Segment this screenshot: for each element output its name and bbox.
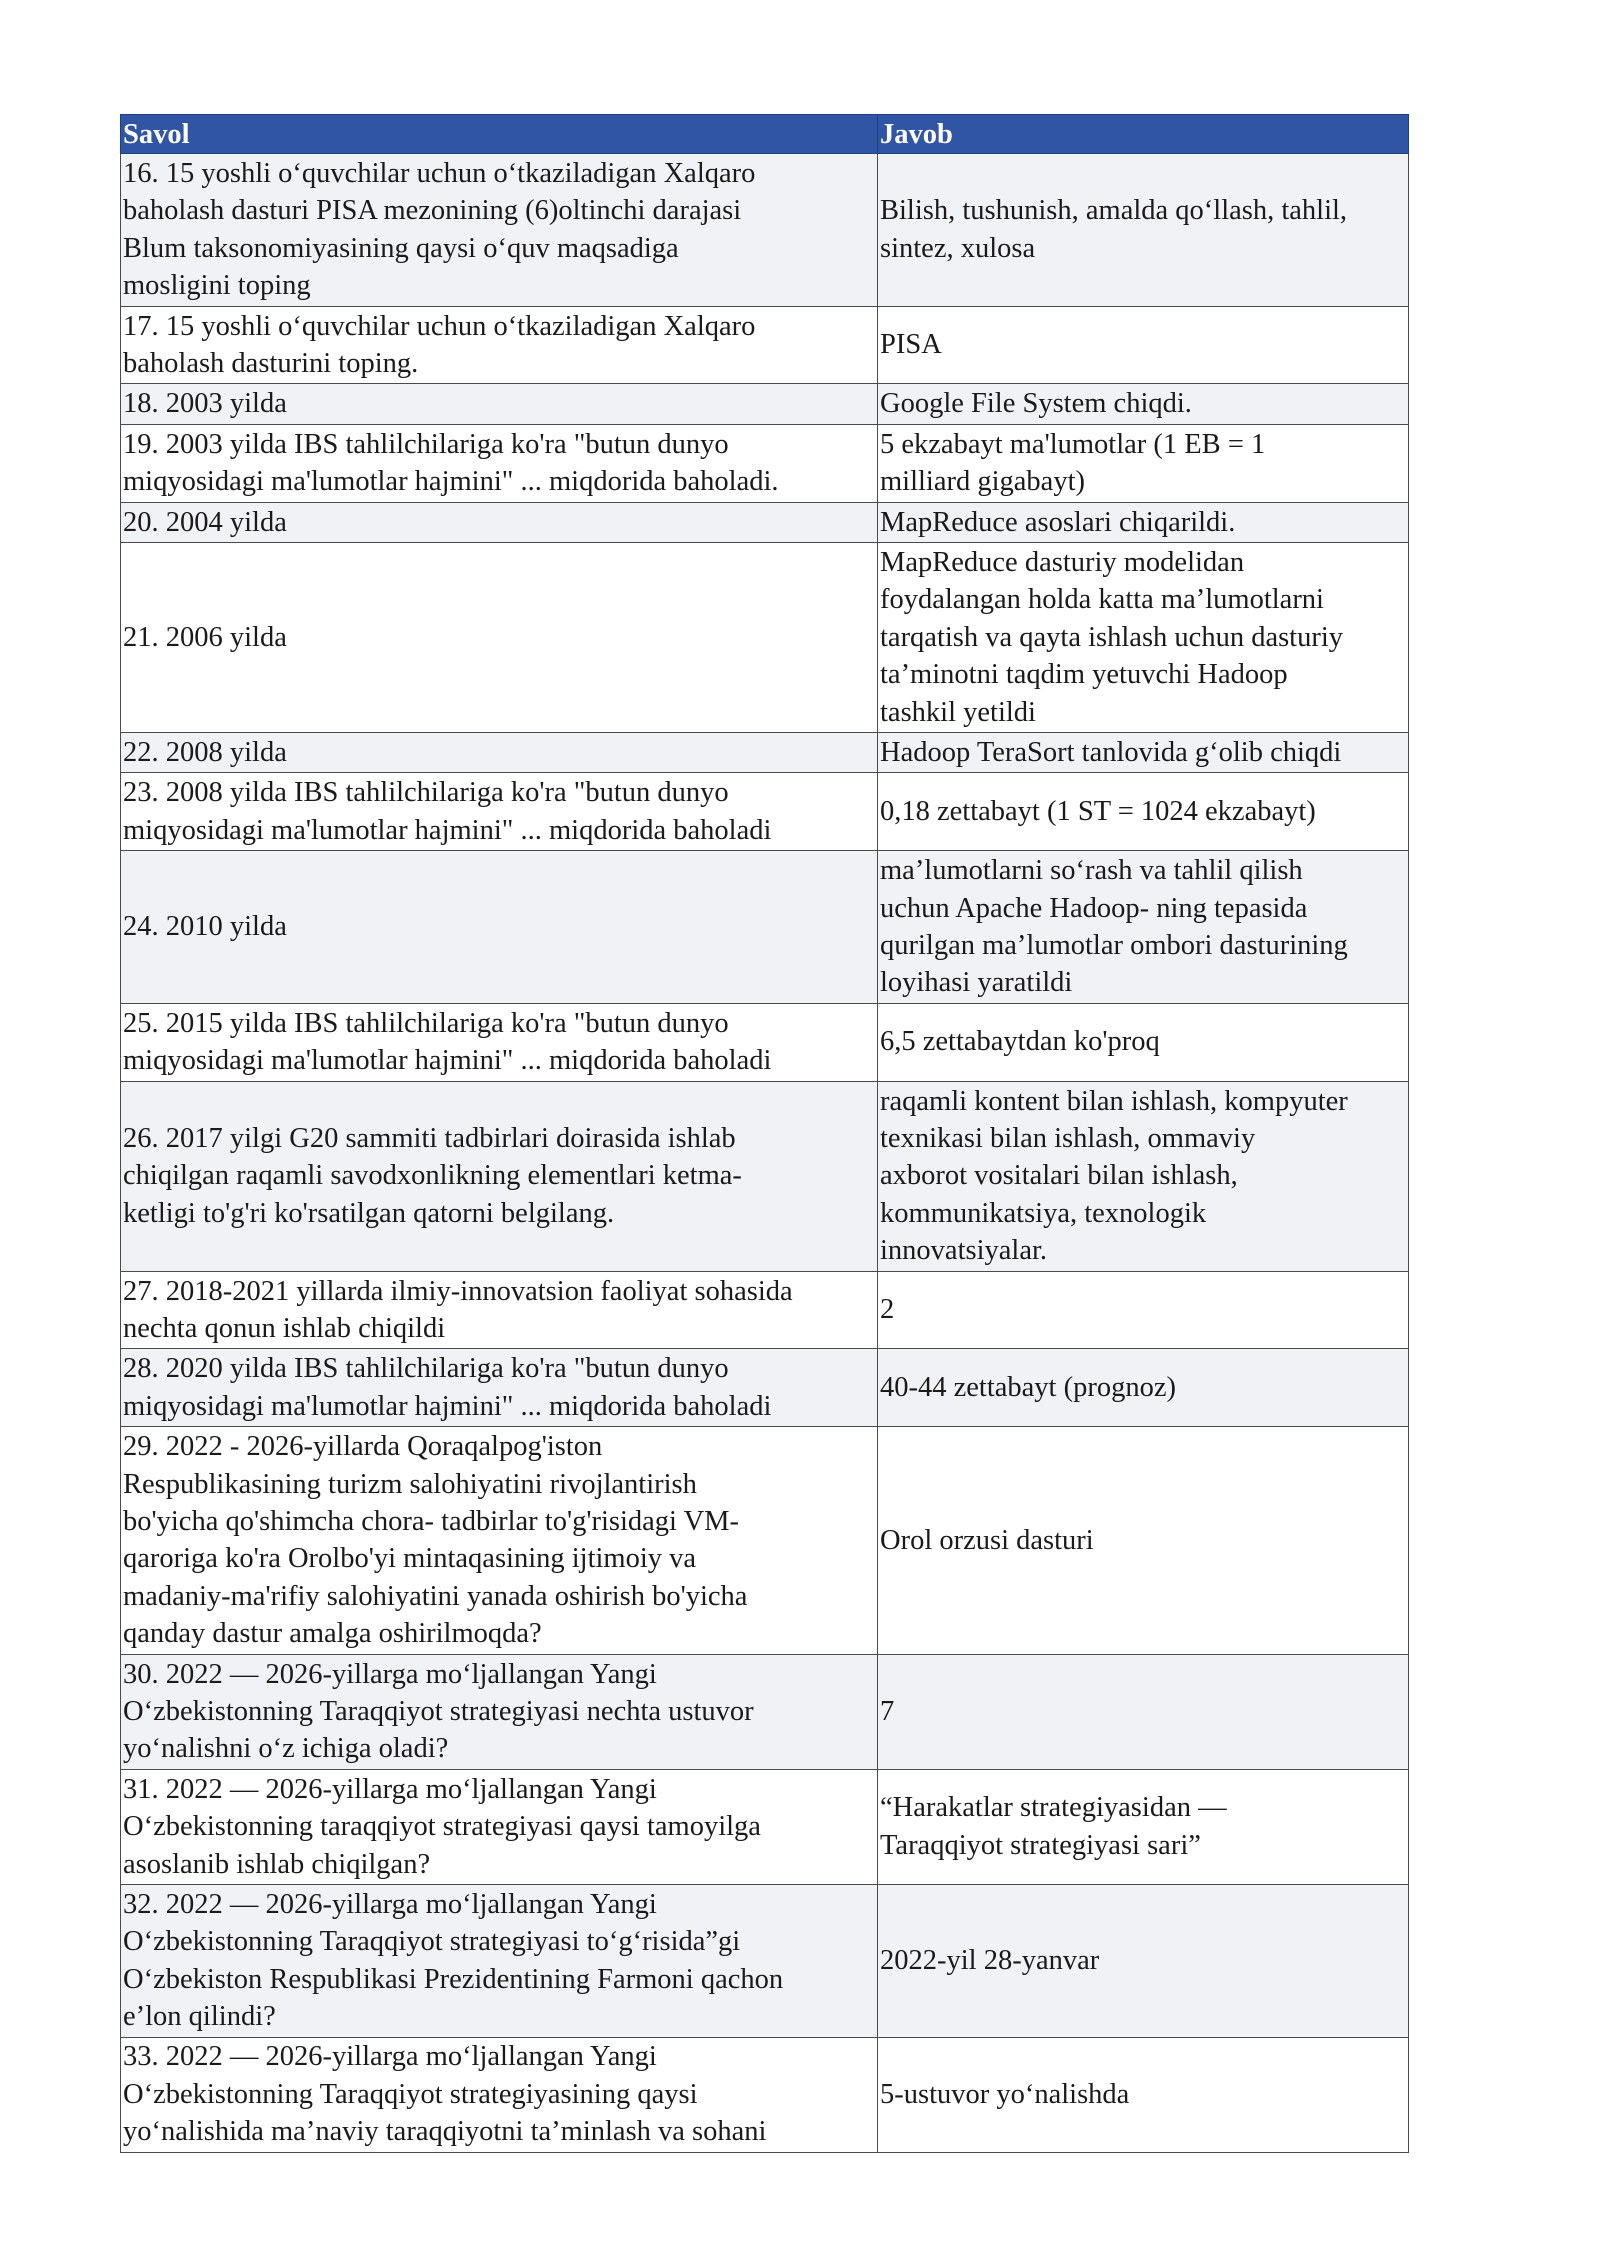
question-line: 32. 2022 — 2026-yillarga mo‘ljallangan Yangi	[123, 1888, 657, 1920]
answer-cell	[878, 1654, 1409, 1769]
question-cell	[121, 1654, 878, 1769]
table-row	[121, 306, 1409, 384]
question-line: 31. 2022 — 2026-yillarga mo‘ljallangan Yangi	[123, 1773, 657, 1805]
question-line: 26. 2017 yilgi G20 sammiti tadbirlari doirasida ishlab	[123, 1122, 736, 1154]
question-line: 20. 2004 yilda	[123, 506, 287, 538]
question-line: 24. 2010 yilda	[123, 911, 287, 943]
question-line: 19. 2003 yilda IBS tahlilchilariga ko'ra "butun dunyo	[123, 428, 729, 460]
table-row	[121, 773, 1409, 851]
question-cell	[121, 1081, 878, 1271]
table-row	[121, 851, 1409, 1004]
question-line: e’lon qilindi?	[123, 2001, 276, 2033]
answer-line: Taraqqiyot strategiyasi sari”	[880, 1829, 1201, 1861]
answer-line: qurilgan ma’lumotlar ombori dasturining	[880, 929, 1348, 961]
answer-cell	[878, 502, 1409, 542]
question-line: Respublikasining turizm salohiyatini rivojlantirish	[123, 1468, 697, 1500]
answer-line: “Harakatlar strategiyasidan —	[880, 1792, 1227, 1824]
table-row	[121, 502, 1409, 542]
answer-line: 5-ustuvor yo‘nalishda	[880, 2078, 1130, 2110]
question-line: mosligini toping	[123, 270, 311, 302]
question-cell	[121, 2037, 878, 2152]
table-row	[121, 1271, 1409, 1349]
question-line: madaniy-ma'rifiy salohiyatini yanada oshirish bo'yicha	[123, 1580, 748, 1612]
answer-line: tarqatish va qayta ishlash uchun dasturiy	[880, 621, 1344, 653]
answer-line: Google File System chiqdi.	[880, 388, 1192, 420]
answer-line: 2	[880, 1294, 895, 1326]
question-cell	[121, 424, 878, 502]
question-cell	[121, 154, 878, 307]
question-cell	[121, 1769, 878, 1884]
answer-line: 6,5 zettabaytdan ko'proq	[880, 1026, 1160, 1058]
table-row	[121, 424, 1409, 502]
question-line: ketligi to'g'ri ko'rsatilgan qatorni belgilang.	[123, 1197, 615, 1229]
answer-cell	[878, 1427, 1409, 1654]
answer-cell	[878, 306, 1409, 384]
question-line: O‘zbekistonning Taraqqiyot strategiyasining qaysi	[123, 2078, 698, 2110]
table-row	[121, 1081, 1409, 1271]
answer-line: PISA	[880, 329, 942, 361]
question-cell	[121, 1427, 878, 1654]
question-line: 28. 2020 yilda IBS tahlilchilariga ko'ra "butun dunyo	[123, 1353, 729, 1385]
answer-line: Bilish, tushunish, amalda qo‘llash, tahlil,	[880, 195, 1348, 227]
question-line: 18. 2003 yilda	[123, 388, 287, 420]
table-row	[121, 732, 1409, 772]
table-row	[121, 154, 1409, 307]
answer-line: ta’minotni taqdim yetuvchi Hadoop	[880, 659, 1288, 691]
answer-cell	[878, 1271, 1409, 1349]
table-row	[121, 1654, 1409, 1769]
question-line: 33. 2022 — 2026-yillarga mo‘ljallangan Yangi	[123, 2041, 657, 2073]
qa-table	[120, 114, 1409, 2153]
answer-line: ma’lumotlarni so‘rash va tahlil qilish	[880, 855, 1303, 887]
table-row	[121, 1349, 1409, 1427]
question-line: 29. 2022 - 2026-yillarda Qoraqalpog'iston	[123, 1431, 603, 1463]
question-line: 25. 2015 yilda IBS tahlilchilariga ko'ra "butun dunyo	[123, 1007, 729, 1039]
answer-line: tashkil yetildi	[880, 696, 1036, 728]
question-cell	[121, 732, 878, 772]
answer-cell	[878, 1884, 1409, 2037]
table-body	[121, 154, 1409, 2153]
answer-cell	[878, 1349, 1409, 1427]
answer-line: MapReduce asoslari chiqarildi.	[880, 506, 1236, 538]
answer-cell	[878, 732, 1409, 772]
question-line: O‘zbekiston Respublikasi Prezidentining Farmoni qachon	[123, 1963, 784, 1995]
answer-cell	[878, 851, 1409, 1004]
answer-line: raqamli kontent bilan ishlash, kompyuter	[880, 1085, 1348, 1117]
question-line: baholash dasturini toping.	[123, 347, 419, 379]
question-line: qaroriga ko'ra Orolbo'yi mintaqasining ijtimoiy va	[123, 1543, 697, 1575]
question-line: Blum taksonomiyasining qaysi o‘quv maqsadiga	[123, 232, 679, 264]
question-line: qanday dastur amalga oshirilmoqda?	[123, 1618, 542, 1650]
answer-line: 5 ekzabayt ma'lumotlar (1 EB = 1	[880, 428, 1266, 460]
table-row	[121, 384, 1409, 424]
answer-line: innovatsiyalar.	[880, 1235, 1048, 1267]
question-cell	[121, 502, 878, 542]
answer-line: 0,18 zettabayt (1 ST = 1024 ekzabayt)	[880, 796, 1316, 828]
answer-line: Hadoop TeraSort tanlovida g‘olib chiqdi	[880, 736, 1342, 768]
header-question: Savol	[121, 115, 878, 154]
question-line: 17. 15 yoshli o‘quvchilar uchun o‘tkaziladigan Xalqaro	[123, 310, 756, 342]
answer-line: Orol orzusi dasturi	[880, 1524, 1094, 1556]
question-cell	[121, 1271, 878, 1349]
question-line: 27. 2018-2021 yillarda ilmiy-innovatsion faoliyat sohasida	[123, 1275, 793, 1307]
question-cell	[121, 1349, 878, 1427]
answer-cell	[878, 384, 1409, 424]
answer-line: milliard gigabayt)	[880, 466, 1085, 498]
table-row	[121, 1003, 1409, 1081]
question-cell	[121, 1003, 878, 1081]
answer-cell	[878, 1081, 1409, 1271]
question-line: 30. 2022 — 2026-yillarga mo‘ljallangan Yangi	[123, 1658, 657, 1690]
header-answer: Javob	[878, 115, 1409, 154]
question-cell	[121, 542, 878, 732]
question-line: yo‘nalishni o‘z ichiga oladi?	[123, 1733, 449, 1765]
question-cell	[121, 306, 878, 384]
table-row	[121, 1427, 1409, 1654]
question-line: chiqilgan raqamli savodxonlikning elementlari ketma-	[123, 1160, 742, 1192]
question-cell	[121, 384, 878, 424]
question-line: O‘zbekistonning Taraqqiyot strategiyasi nechta ustuvor	[123, 1695, 754, 1727]
answer-line: MapReduce dasturiy modelidan	[880, 546, 1245, 578]
question-line: miqyosidagi ma'lumotlar hajmini" ... miqdorida baholadi.	[123, 466, 779, 498]
question-line: nechta qonun ishlab chiqildi	[123, 1312, 446, 1344]
question-cell	[121, 773, 878, 851]
answer-cell	[878, 773, 1409, 851]
answer-line: uchun Apache Hadoop- ning tepasida	[880, 892, 1308, 924]
document-page	[120, 114, 1408, 2153]
answer-line: foydalangan holda katta ma’lumotlarni	[880, 584, 1324, 616]
answer-cell	[878, 154, 1409, 307]
answer-cell	[878, 424, 1409, 502]
answer-cell	[878, 2037, 1409, 2152]
answer-line: 40-44 zettabayt (prognoz)	[880, 1372, 1176, 1404]
answer-line: 2022-yil 28-yanvar	[880, 1945, 1100, 1976]
answer-line: sintez, xulosa	[880, 232, 1036, 264]
question-cell	[121, 1884, 878, 2037]
table-header	[121, 115, 1409, 154]
answer-line: texnikasi bilan ishlash, ommaviy	[880, 1122, 1256, 1154]
answer-line: 7	[880, 1695, 895, 1727]
question-line: 22. 2008 yilda	[123, 736, 287, 768]
table-row	[121, 542, 1409, 732]
header-row	[121, 115, 1409, 154]
answer-line: axborot vositalari bilan ishlash,	[880, 1160, 1238, 1192]
table-row	[121, 2037, 1409, 2152]
question-line: 16. 15 yoshli o‘quvchilar uchun o‘tkaziladigan Xalqaro	[123, 157, 756, 189]
question-line: miqyosidagi ma'lumotlar hajmini" ... miqdorida baholadi	[123, 814, 772, 846]
question-line: miqyosidagi ma'lumotlar hajmini" ... miqdorida baholadi	[123, 1045, 772, 1077]
answer-line: kommunikatsiya, texnologik	[880, 1197, 1207, 1229]
question-line: asoslanib ishlab chiqilgan?	[123, 1848, 431, 1880]
table-row	[121, 1769, 1409, 1884]
answer-line: loyihasi yaratildi	[880, 967, 1073, 999]
question-line: bo'yicha qo'shimcha chora- tadbirlar to'g'risidagi VM-	[123, 1505, 739, 1537]
answer-cell	[878, 542, 1409, 732]
question-line: yo‘nalishida ma’naviy taraqqiyotni ta’minlash va sohani	[123, 2116, 767, 2148]
question-line: miqyosidagi ma'lumotlar hajmini" ... miqdorida baholadi	[123, 1390, 772, 1422]
question-cell	[121, 851, 878, 1004]
answer-cell	[878, 1769, 1409, 1884]
table-row	[121, 1884, 1409, 2037]
question-line: 21. 2006 yilda	[123, 621, 287, 653]
question-line: baholash dasturi PISA mezonining (6)oltinchi darajasi	[123, 195, 742, 227]
answer-cell	[878, 1003, 1409, 1081]
question-line: O‘zbekistonning taraqqiyot strategiyasi qaysi tamoyilga	[123, 1811, 761, 1843]
question-line: 23. 2008 yilda IBS tahlilchilariga ko'ra "butun dunyo	[123, 777, 729, 809]
question-line: O‘zbekistonning Taraqqiyot strategiyasi to‘g‘risida”gi	[123, 1926, 741, 1958]
